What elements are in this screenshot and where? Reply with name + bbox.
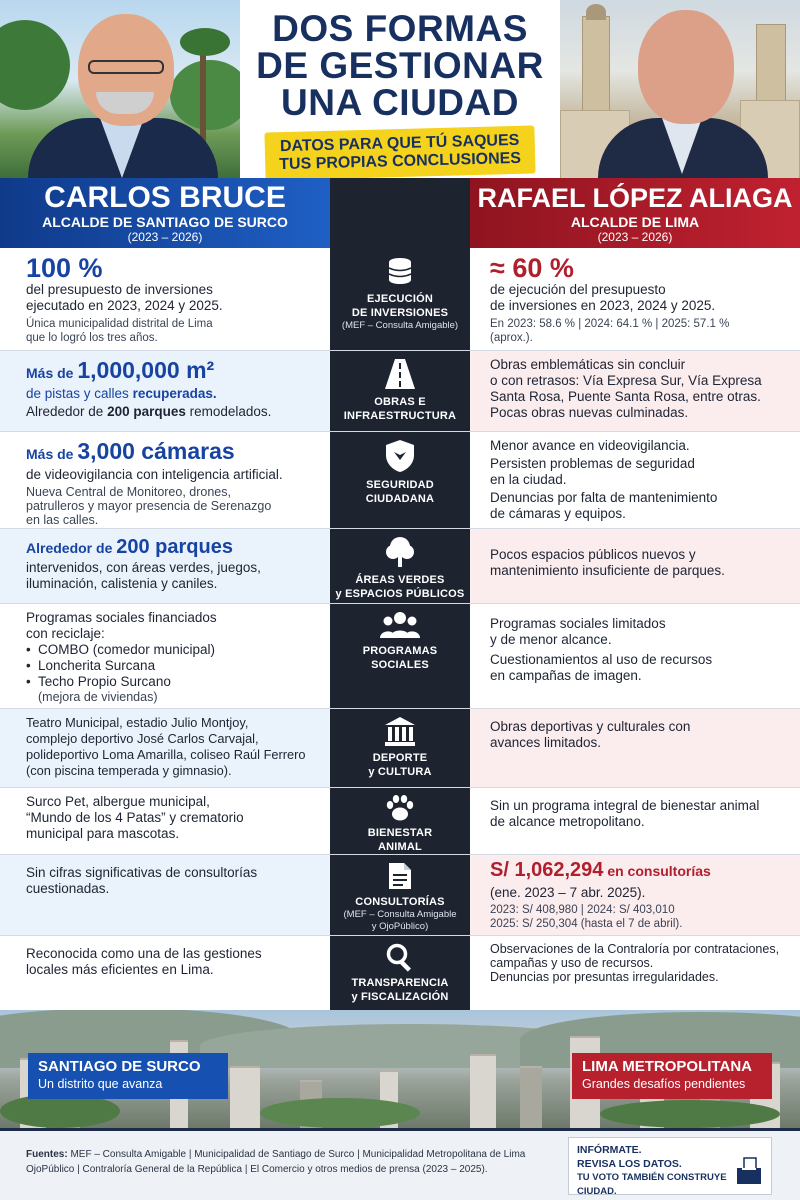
category-label-2: CIUDADANA [365, 493, 435, 505]
aliaga-seguridad-text-5: de cámaras y equipos. [490, 506, 626, 521]
bruce-transparencia-text-2: locales más eficientes en Lima. [26, 962, 214, 977]
paw-icon [385, 794, 415, 822]
aliaga-programas-text-2: y de menor alcance. [490, 632, 612, 647]
bruce-seguridad-prefix: Más de [26, 446, 78, 462]
lima-subtitle: Grandes desafíos pendientes [582, 1077, 746, 1091]
category-label-1: SEGURIDAD [366, 479, 434, 491]
aliaga-consultorias-note-1: 2023: S/ 408,980 | 2024: S/ 403,010 [490, 904, 675, 916]
aliaga-transparencia-text-3: Denuncias por presuntas irregularidades. [490, 970, 719, 984]
call-to-action [568, 1137, 772, 1195]
subtitle-banner [265, 125, 536, 180]
aliaga-transparencia [470, 936, 800, 1010]
aliaga-years: (2023 – 2026) [597, 230, 673, 244]
cta-line-1: INFÓRMATE. [577, 1144, 642, 1156]
cta-line-3: TU VOTO TAMBIÉN CONSTRUYE CIUDAD. [577, 1172, 727, 1197]
bruce-consultorias-text-2: cuestionadas. [26, 881, 110, 896]
aliaga-inversiones-note-2: (aprox.). [490, 332, 533, 344]
bruce-bienestar [0, 788, 330, 854]
main-title [240, 10, 560, 121]
category-label-1: TRANSPARENCIA [351, 977, 449, 989]
category-transparencia [330, 936, 470, 1010]
title-line-3: UNA CIUDAD [281, 82, 519, 123]
row-seguridad [0, 432, 800, 528]
bruce-obras-text-2b: 200 parques [107, 404, 186, 419]
shield-icon [383, 438, 417, 474]
sources-text-1: MEF – Consulta Amigable | Municipalidad de Santiago de Surco | Municipalidad Metropolitana de Lima [67, 1149, 526, 1160]
category-areas-verdes [330, 529, 470, 603]
bruce-transparencia-text-1: Reconocida como una de las gestiones [26, 946, 262, 961]
row-inversiones [0, 248, 800, 350]
aliaga-inversiones-note-1: En 2023: 58.6 % | 2024: 64.1 % | 2025: 57.1 % [490, 318, 730, 330]
bruce-seguridad-note-2: patrulleros y mayor presencia de Serenazgo [26, 499, 272, 513]
aliaga-bienestar-text-1: Sin un programa integral de bienestar animal [490, 798, 760, 813]
bruce-obras-text-1a: de pistas y calles [26, 386, 133, 401]
document-icon [387, 861, 413, 891]
category-label-1: CONSULTORÍAS [355, 896, 445, 908]
row-consultorias [0, 855, 800, 935]
museum-icon [383, 715, 417, 747]
row-deporte [0, 709, 800, 787]
aliaga-obras-text-3: Santa Rosa, Puente Santa Rosa, entre otras. [490, 389, 761, 404]
aliaga-obras-text-1: Obras emblemáticas sin concluir [490, 357, 686, 372]
bruce-obras-text-2c: remodelados. [185, 404, 272, 419]
subtitle-line-1: DATOS PARA QUE TÚ SAQUES [279, 131, 520, 156]
category-label-1: DEPORTE [372, 752, 428, 764]
category-label-2: ANIMAL [378, 841, 422, 853]
aliaga-areas-text-1: Pocos espacios públicos nuevos y [490, 547, 696, 562]
footer [0, 1128, 800, 1200]
bruce-areas-headline [26, 535, 310, 560]
bruce-inversiones-text-2: ejecutado en 2023, 2024 y 2025. [26, 298, 223, 313]
bruce-transparencia [0, 936, 330, 1010]
bruce-inversiones-note-1: Única municipalidad distrital de Lima [26, 318, 213, 330]
category-label-1: BIENESTAR [367, 827, 433, 839]
bruce-seguridad-note-3: en las calles. [26, 513, 99, 527]
bruce-seguridad-note-1: Nueva Central de Monitoreo, drones, [26, 485, 231, 499]
list-item: • COMBO (comedor municipal) [26, 642, 310, 658]
rafael-lopez-aliaga-photo [560, 0, 800, 178]
bruce-bienestar-text-3: municipal para mascotas. [26, 826, 180, 841]
row-bienestar [0, 788, 800, 854]
bruce-obras-text-2a: Alrededor de [26, 404, 108, 419]
title-line-1: DOS FORMAS [272, 8, 528, 49]
bruce-obras-prefix: Más de [26, 365, 78, 381]
bruce-inversiones [0, 248, 330, 350]
aliaga-deporte-text-2: avances limitados. [490, 735, 602, 750]
bruce-inversiones-note-2: que lo logró los tres años. [26, 332, 158, 344]
cta-line-2: REVISA LOS DATOS. [577, 1158, 682, 1170]
category-label-1: ÁREAS VERDES [355, 574, 445, 586]
aliaga-programas-text-4: en campañas de imagen. [490, 668, 642, 683]
category-bienestar [330, 788, 470, 854]
bruce-programas-text-2: con reciclaje: [26, 626, 105, 641]
aliaga-name-band [470, 178, 800, 248]
bruce-programas-text-1: Programas sociales financiados [26, 610, 217, 625]
category-consultorias [330, 855, 470, 935]
category-source: (MEF – Consulta Amigable) [341, 320, 459, 331]
people-icon [380, 610, 420, 640]
bruce-obras-text-2 [26, 404, 310, 420]
bruce-bienestar-text-1: Surco Pet, albergue municipal, [26, 794, 210, 809]
category-label-1: PROGRAMAS [362, 645, 438, 657]
lima-title: LIMA METROPOLITANA [582, 1058, 752, 1075]
bruce-areas-text-2: iluminación, calistenia y caniles. [26, 576, 218, 591]
aliaga-inversiones-text-2: de inversiones en 2023, 2024 y 2025. [490, 298, 716, 313]
aliaga-consultorias-headline [490, 857, 790, 885]
aliaga-consultorias-suffix: en consultorías [603, 863, 711, 879]
sources-line-2: OjoPúblico | Contraloría General de la República | El Comercio y otros medios de prensa (2023 – 2025). [26, 1164, 488, 1175]
sources-label: Fuentes: [26, 1149, 68, 1160]
bruce-areas-text-1: intervenidos, con áreas verdes, juegos, [26, 560, 261, 575]
bruce-inversiones-text-1: del presupuesto de inversiones [26, 282, 213, 297]
bruce-seguridad-figure: 3,000 cámaras [77, 438, 235, 464]
category-label-2: y FISCALIZACIÓN [351, 991, 449, 1003]
aliaga-consultorias-note-2: 2025: S/ 250,304 (hasta el 7 de abril). [490, 918, 683, 930]
aliaga-transparencia-text-2: campañas y uso de recursos. [490, 956, 654, 970]
bruce-areas-verdes [0, 529, 330, 603]
tree-icon [383, 535, 417, 569]
category-label-2: SOCIALES [371, 659, 429, 671]
bruce-areas-figure: 200 parques [116, 536, 233, 558]
bruce-inversiones-figure: 100 % [26, 253, 103, 283]
coins-icon [383, 254, 417, 288]
aliaga-consultorias-figure: S/ 1,062,294 [490, 859, 604, 881]
bruce-programas [0, 604, 330, 708]
aliaga-areas-text-2: mantenimiento insuficiente de parques. [490, 563, 725, 578]
aliaga-inversiones [470, 248, 800, 350]
category-seguridad [330, 432, 470, 528]
road-icon [383, 357, 417, 391]
aliaga-obras-text-4: Pocas obras nuevas culminadas. [490, 405, 689, 420]
category-label-1: EJECUCIÓN [367, 293, 433, 305]
title-line-2: DE GESTIONAR [256, 45, 544, 86]
aliaga-programas-text-1: Programas sociales limitados [490, 616, 666, 631]
aliaga-obras [470, 351, 800, 431]
aliaga-role: ALCALDE DE LIMA [570, 214, 700, 230]
ballot-box-icon [735, 1156, 763, 1186]
category-deporte [330, 709, 470, 787]
bruce-deporte-text-1: Teatro Municipal, estadio Julio Montjoy, [26, 715, 249, 730]
aliaga-inversiones-figure: ≈ 60 % [490, 253, 574, 283]
bruce-role: ALCALDE DE SANTIAGO DE SURCO [42, 214, 288, 230]
bruce-name-band [0, 178, 330, 248]
category-label-1: OBRAS E [374, 396, 426, 408]
carlos-bruce-photo [0, 0, 240, 178]
bruce-obras-text-1 [26, 386, 310, 402]
bruce-obras-text-1b: recuperadas. [132, 386, 217, 401]
category-label-2: y CULTURA [368, 766, 432, 778]
aliaga-areas-verdes [470, 529, 800, 603]
category-obras [330, 351, 470, 431]
aliaga-name: RAFAEL LÓPEZ ALIAGA [477, 183, 793, 213]
surco-title: SANTIAGO DE SURCO [38, 1058, 201, 1075]
bruce-seguridad-headline [26, 438, 310, 467]
aliaga-programas-text-3: Cuestionamientos al uso de recursos [490, 652, 713, 667]
sources-line-1 [26, 1147, 526, 1162]
aliaga-programas [470, 604, 800, 708]
aliaga-bienestar-text-2: de alcance metropolitano. [490, 814, 645, 829]
category-label-2: DE INVERSIONES [351, 307, 449, 319]
aliaga-seguridad-text-1: Menor avance en videovigilancia. [490, 438, 690, 453]
aliaga-obras-text-2: o con retrasos: Vía Expresa Sur, Vía Expresa [490, 373, 762, 388]
bruce-bienestar-text-2: “Mundo de los 4 Patas” y crematorio [26, 810, 244, 825]
bruce-name: CARLOS BRUCE [44, 181, 286, 214]
bruce-obras-headline [26, 357, 310, 386]
aliaga-consultorias-text-1: (ene. 2023 – 7 abr. 2025). [490, 885, 646, 900]
category-inversiones [330, 248, 470, 350]
bruce-deporte [0, 709, 330, 787]
aliaga-deporte-text-1: Obras deportivas y culturales con [490, 719, 691, 734]
lima-label [572, 1053, 772, 1099]
bruce-seguridad [0, 432, 330, 528]
category-programas [330, 604, 470, 708]
row-obras [0, 351, 800, 431]
aliaga-seguridad-text-2: Persisten problemas de seguridad [490, 456, 695, 471]
bruce-consultorias-text-1: Sin cifras significativas de consultorías [26, 865, 258, 880]
aliaga-seguridad-text-3: en la ciudad. [490, 472, 567, 487]
aliaga-transparencia-text-1: Observaciones de la Contraloría por contrataciones, [490, 942, 780, 956]
bruce-deporte-text-4: (con piscina temperada y gimnasio). [26, 763, 232, 778]
bruce-seguridad-text-1: de videovigilancia con inteligencia artificial. [26, 467, 283, 482]
aliaga-inversiones-text-1: de ejecución del presupuesto [490, 282, 666, 297]
title-block [240, 0, 560, 178]
bruce-programas-list [26, 642, 310, 690]
aliaga-seguridad [470, 432, 800, 528]
aliaga-bienestar [470, 788, 800, 854]
category-label-2: INFRAESTRUCTURA [343, 410, 457, 422]
bruce-obras-figure: 1,000,000 m² [77, 357, 215, 383]
bruce-years: (2023 – 2026) [127, 230, 203, 244]
bruce-deporte-text-2: complejo deportivo José Carlos Carvajal, [26, 731, 259, 746]
row-transparencia [0, 936, 800, 1010]
category-source-1: (MEF – Consulta Amigable [343, 909, 457, 920]
aliaga-deporte [470, 709, 800, 787]
category-source-2: y OjoPúblico) [371, 921, 429, 932]
row-programas [0, 604, 800, 708]
row-areas-verdes [0, 529, 800, 603]
list-item: • Loncherita Surcana [26, 658, 310, 674]
aliaga-consultorias [470, 855, 800, 935]
bruce-deporte-text-3: polideportivo Loma Amarilla, coliseo Raúl Ferrero [26, 747, 306, 762]
magnifier-icon [385, 942, 415, 972]
category-label-2: y ESPACIOS PÚBLICOS [335, 588, 465, 600]
aliaga-seguridad-text-4: Denuncias por falta de mantenimiento [490, 490, 718, 505]
bruce-areas-prefix: Alrededor de [26, 540, 117, 556]
list-item: • Techo Propio Surcano [26, 674, 310, 690]
sources [26, 1147, 526, 1177]
bruce-consultorias [0, 855, 330, 935]
surco-subtitle: Un distrito que avanza [38, 1077, 163, 1091]
bruce-obras [0, 351, 330, 431]
surco-label [28, 1053, 228, 1099]
bruce-programas-note: (mejora de viviendas) [38, 690, 158, 704]
subtitle-line-2: TUS PROPIAS CONCLUSIONES [279, 149, 522, 174]
